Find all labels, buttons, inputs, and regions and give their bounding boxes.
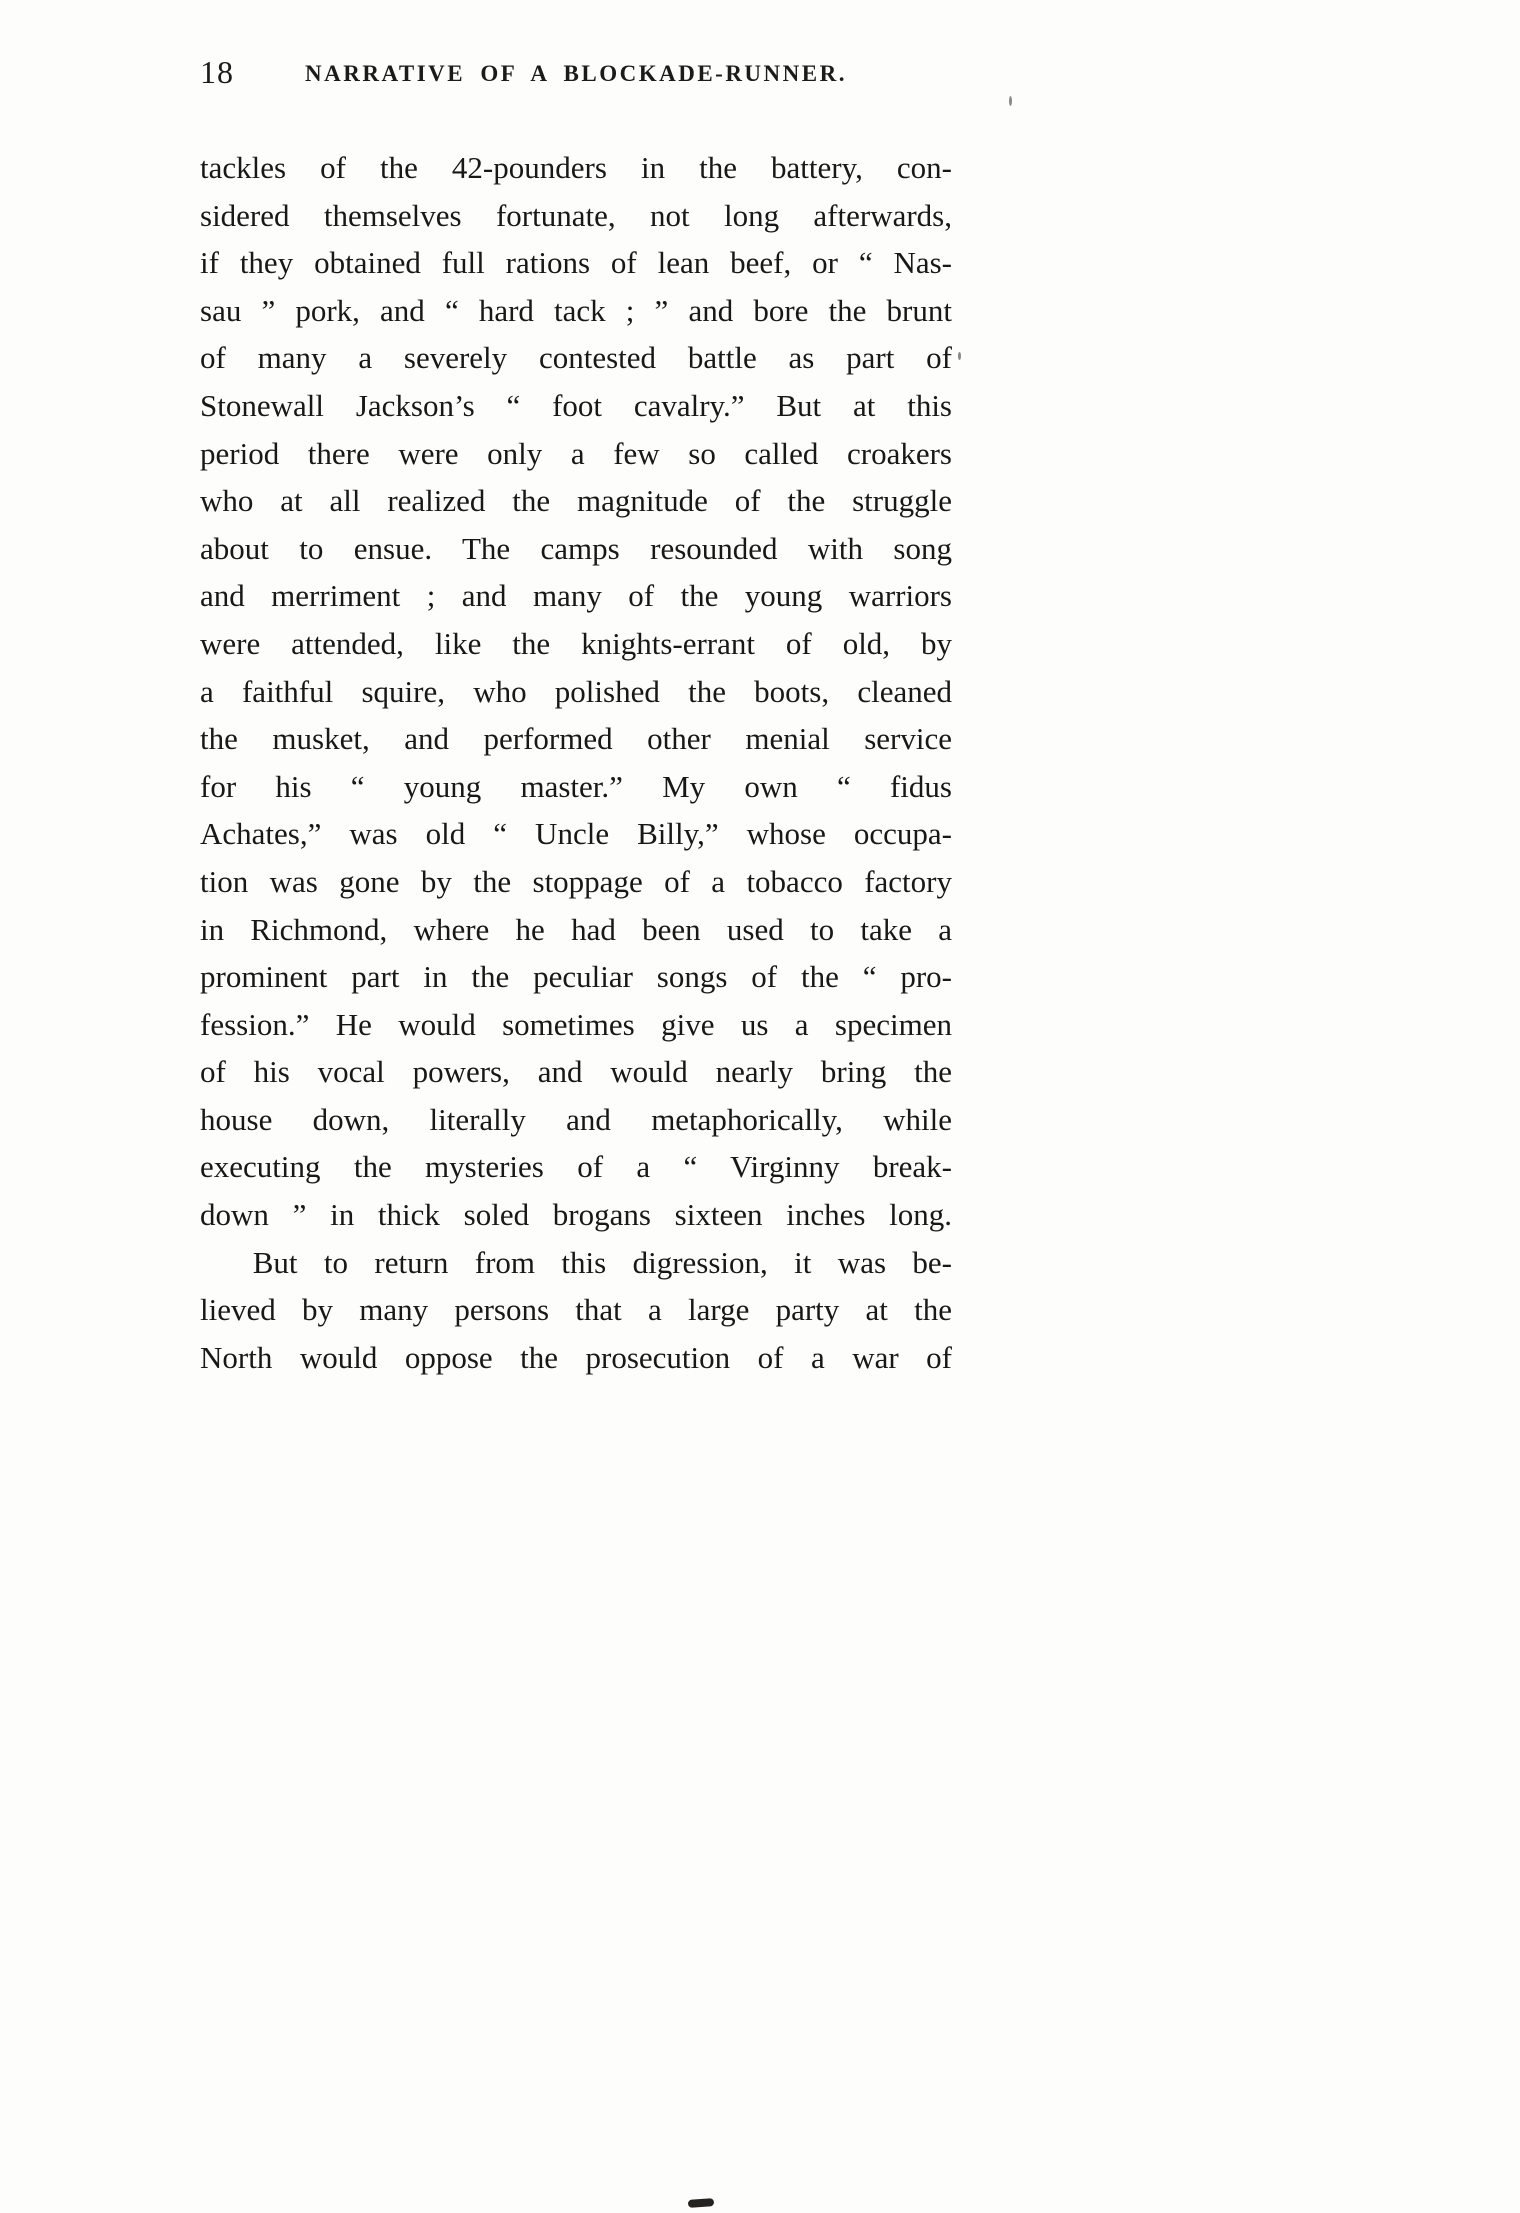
scan-artifact: [688, 2198, 714, 2208]
text-line: house down, literally and metaphorically, while: [200, 1101, 952, 1137]
text-line: tackles of the 42-pounders in the battery, con-: [200, 150, 952, 185]
page-number: 18: [200, 54, 234, 90]
text-line: in Richmond, where he had been used to take a: [200, 911, 952, 947]
text-line: for his “ young master.” My own “ fidus: [200, 768, 952, 804]
text-line: Achates,” was old “ Uncle Billy,” whose occupa-: [200, 816, 952, 852]
text-line: But to return from this digression, it was be-: [252, 1244, 952, 1280]
text-line: sidered themselves fortunate, not long afterwards,: [200, 197, 952, 233]
scan-speck: [1009, 96, 1012, 106]
text-line: about to ensue. The camps resounded with song: [200, 530, 952, 566]
scan-speck: [958, 352, 961, 360]
text-line: tion was gone by the stoppage of a tobacco factory: [200, 863, 952, 899]
text-line: down ” in thick soled brogans sixteen inches long.: [200, 1197, 952, 1233]
text-line: fession.” He would sometimes give us a specimen: [200, 1006, 952, 1042]
text-line: were attended, like the knights-errant of old, by: [200, 625, 952, 661]
page-header: [200, 54, 952, 100]
text-line: Stonewall Jackson’s “ foot cavalry.” But at this: [200, 387, 952, 423]
text-line: a faithful squire, who polished the boots, cleaned: [200, 673, 952, 709]
text-line: of many a severely contested battle as part of: [200, 340, 952, 376]
text-line: and merriment ; and many of the young warriors: [200, 578, 952, 614]
text-line: the musket, and performed other menial service: [200, 721, 952, 757]
text-line: executing the mysteries of a “ Virginny break-: [200, 1149, 952, 1185]
text-block: [200, 144, 952, 1381]
text-line: prominent part in the peculiar songs of the “ pro-: [200, 959, 952, 995]
text-line: North would oppose the prosecution of a war of: [200, 1339, 952, 1375]
text-line: if they obtained full rations of lean beef, or “ Nas-: [200, 245, 952, 281]
text-line: lieved by many persons that a large party at the: [200, 1292, 952, 1328]
text-line: who at all realized the magnitude of the struggle: [200, 483, 952, 519]
text-line: of his vocal powers, and would nearly bring the: [200, 1054, 952, 1090]
text-line: sau ” pork, and “ hard tack ; ” and bore the brunt: [200, 292, 952, 328]
running-title: NARRATIVE OF A BLOCKADE-RUNNER.: [305, 61, 847, 86]
text-line: period there were only a few so called croakers: [200, 435, 952, 471]
